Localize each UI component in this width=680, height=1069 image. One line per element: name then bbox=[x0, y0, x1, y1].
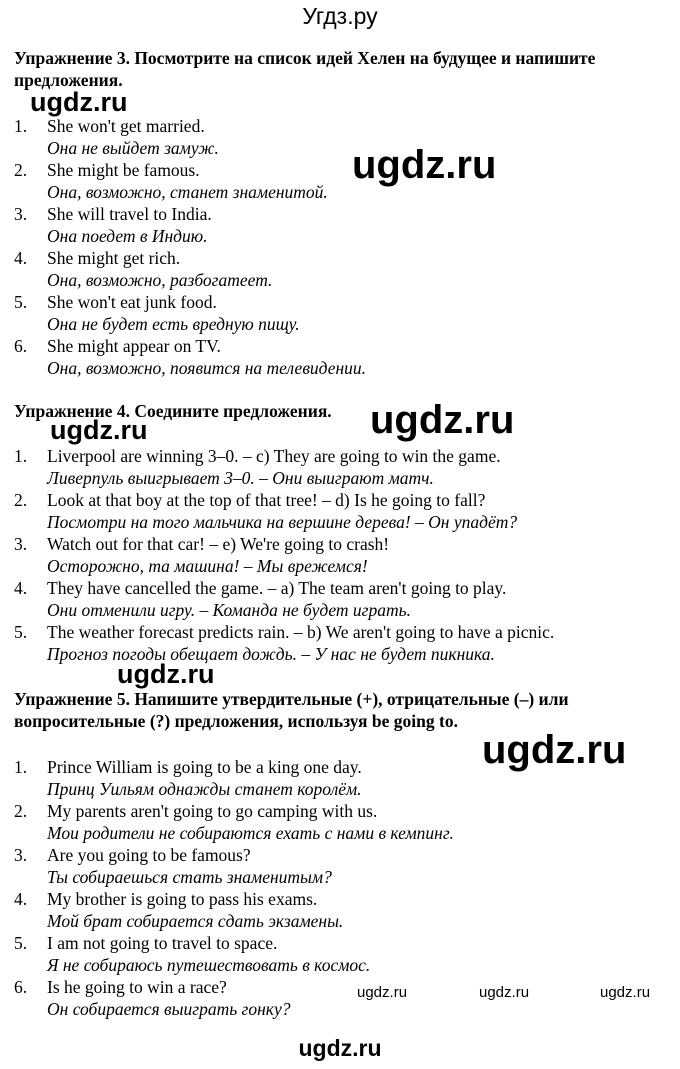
sentence-russian: Она поедет в Индию. bbox=[47, 226, 208, 246]
list-item-number: 3. bbox=[14, 204, 28, 224]
footer-watermark: ugdz.ru bbox=[298, 1035, 382, 1061]
sentence-russian: Посмотри на того мальчика на вершине дерева! – Он упадёт? bbox=[47, 512, 518, 532]
sentence-english: I am not going to travel to space. bbox=[47, 933, 278, 953]
list-item-number: 6. bbox=[14, 977, 28, 997]
sentence-english: Look at that boy at the top of that tree! – d) Is he going to fall? bbox=[47, 490, 486, 510]
sentence-english: She won't get married. bbox=[47, 116, 205, 136]
list-item-number: 5. bbox=[14, 622, 28, 642]
sentence-russian: Ты собираешься стать знаменитым? bbox=[47, 867, 332, 887]
list-item-number: 2. bbox=[14, 801, 28, 821]
sentence-russian: Ливерпуль выигрывает 3–0. – Они выиграют матч. bbox=[47, 468, 434, 488]
list-item-number: 2. bbox=[14, 160, 28, 180]
list-item-number: 1. bbox=[14, 757, 28, 777]
sentence-russian: Мои родители не собираются ехать с нами в кемпинг. bbox=[47, 823, 454, 843]
sentence-english: She might appear on TV. bbox=[47, 336, 221, 356]
sentence-russian: Принц Уильям однажды станет королём. bbox=[47, 779, 362, 799]
sentence-english: The weather forecast predicts rain. – b) We aren't going to have a picnic. bbox=[47, 622, 555, 642]
site-title: Угдз.ру bbox=[302, 3, 378, 29]
sentence-english: My brother is going to pass his exams. bbox=[47, 889, 318, 909]
sentence-russian: Он собирается выиграть гонку? bbox=[47, 999, 291, 1019]
sentence-russian: Она, возможно, разбогатеет. bbox=[47, 270, 273, 290]
watermark: ugdz.ru bbox=[479, 984, 530, 1001]
sentence-english: Are you going to be famous? bbox=[47, 845, 251, 865]
list-item-number: 4. bbox=[14, 889, 28, 909]
list-item-number: 5. bbox=[14, 933, 28, 953]
watermark: ugdz.ru bbox=[370, 398, 515, 442]
list-item-number: 6. bbox=[14, 336, 28, 356]
sentence-english: Is he going to win a race? bbox=[47, 977, 227, 997]
sentence-english: Liverpool are winning 3–0. – c) They are going to win the game. bbox=[47, 446, 501, 466]
sentence-russian: Она, возможно, появится на телевидении. bbox=[47, 358, 367, 378]
list-item-number: 3. bbox=[14, 845, 28, 865]
watermark: ugdz.ru bbox=[117, 659, 215, 689]
watermark: ugdz.ru bbox=[482, 728, 627, 772]
sentence-russian: Она не выйдет замуж. bbox=[47, 138, 219, 158]
list-item-number: 1. bbox=[14, 116, 28, 136]
sentence-russian: Мой брат собирается сдать экзамены. bbox=[47, 911, 344, 931]
list-item-number: 1. bbox=[14, 446, 28, 466]
sentence-english: She might be famous. bbox=[47, 160, 200, 180]
sentence-english: She might get rich. bbox=[47, 248, 181, 268]
exercise-4-heading: Упражнение 4. Соедините предложения. bbox=[14, 401, 332, 421]
list-item-number: 5. bbox=[14, 292, 28, 312]
sentence-russian: Она, возможно, станет знаменитой. bbox=[47, 182, 328, 202]
sentence-russian: Прогноз погоды обещает дождь. – У нас не будет пикника. bbox=[47, 644, 495, 664]
list-item-number: 4. bbox=[14, 578, 28, 598]
watermark: ugdz.ru bbox=[30, 87, 128, 117]
exercise-5-heading: Упражнение 5. Напишите утвердительные (+), отрицательные (–) или вопросительные (?) предложения, используя be going to. bbox=[14, 689, 569, 731]
sentence-russian: Я не собираюсь путешествовать в космос. bbox=[47, 955, 371, 975]
sentence-english: Prince William is going to be a king one day. bbox=[47, 757, 362, 777]
exercise-3-heading: Упражнение 3. Посмотрите на список идей Хелен на будущее и напишите предложения. bbox=[14, 48, 596, 90]
sentence-russian: Она не будет есть вредную пищу. bbox=[47, 314, 300, 334]
sentence-english: She will travel to India. bbox=[47, 204, 212, 224]
watermark: ugdz.ru bbox=[352, 143, 497, 187]
list-item-number: 3. bbox=[14, 534, 28, 554]
watermark: ugdz.ru bbox=[357, 984, 408, 1001]
sentence-russian: Осторожно, та машина! – Мы врежемся! bbox=[47, 556, 368, 576]
sentence-english: They have cancelled the game. – a) The team aren't going to play. bbox=[47, 578, 507, 598]
list-item-number: 2. bbox=[14, 490, 28, 510]
sentence-english: Watch out for that car! – e) We're going to crash! bbox=[47, 534, 390, 554]
sentence-english: My parents aren't going to go camping with us. bbox=[47, 801, 378, 821]
watermark: ugdz.ru bbox=[600, 984, 651, 1001]
watermark: ugdz.ru bbox=[50, 415, 148, 445]
sentence-english: She won't eat junk food. bbox=[47, 292, 217, 312]
list-item-number: 4. bbox=[14, 248, 28, 268]
sentence-russian: Они отменили игру. – Команда не будет играть. bbox=[47, 600, 411, 620]
